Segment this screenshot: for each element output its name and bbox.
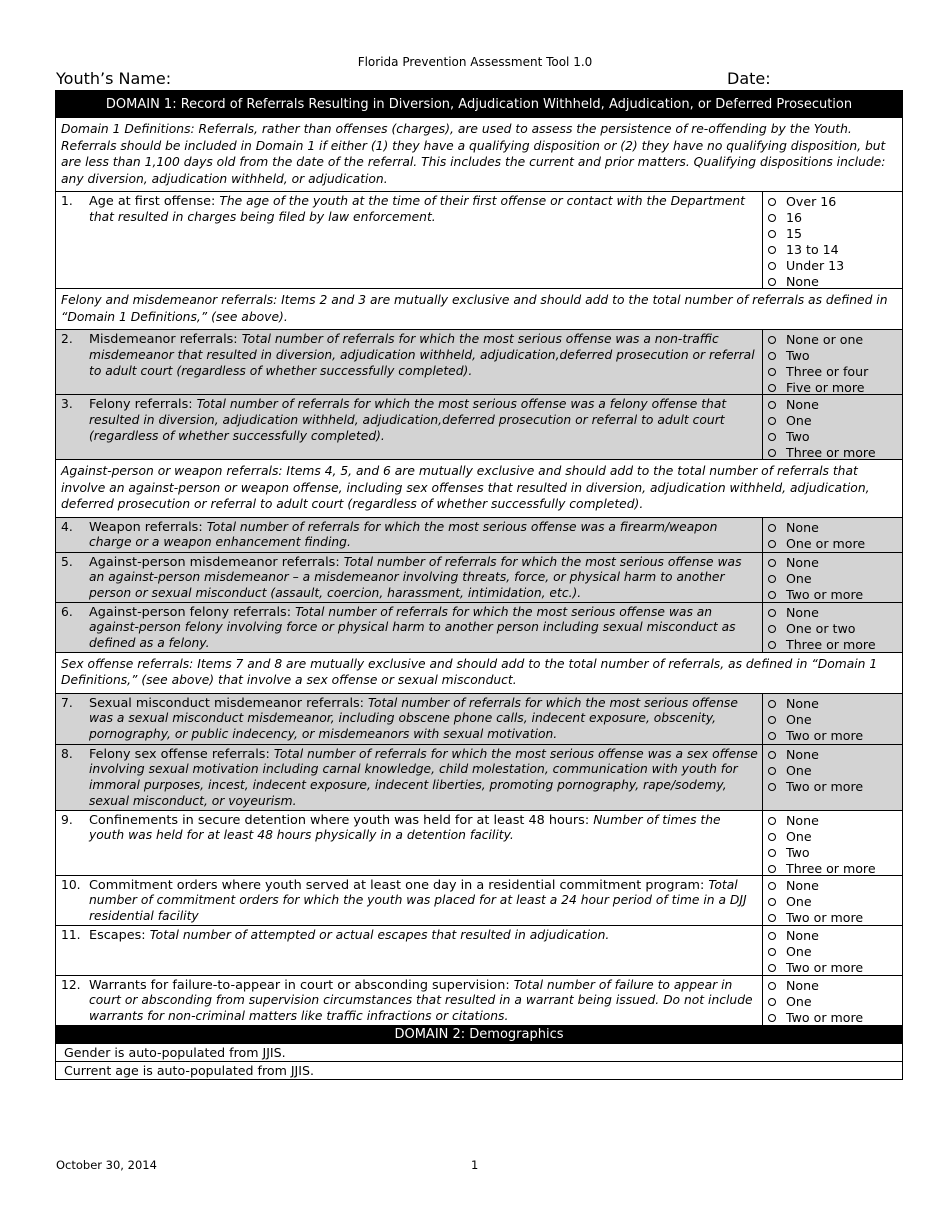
radio-option[interactable]: Under 13 [768,258,898,274]
radio-option[interactable]: None [768,397,898,413]
radio-circle-icon[interactable] [768,625,776,633]
radio-circle-icon[interactable] [768,948,776,956]
radio-circle-icon[interactable] [768,898,776,906]
radio-option[interactable]: Two [768,845,898,861]
felony-misdemeanor-note: Felony and misdemeanor referrals: Items 2 and 3 are mutually exclusive and should add to the total number of referrals as defined in “Domain 1 Definitions,” (see above). [56,289,902,330]
item-8 [56,745,902,811]
item-label: Warrants for failure-to-appear in court or absconding supervision: [89,977,514,993]
item-2 [56,330,902,395]
item-7-options [763,694,902,744]
form-title: Florida Prevention Assessment Tool 1.0 [357,55,593,69]
radio-option[interactable]: None or one [768,332,898,348]
radio-option[interactable]: None [768,747,898,763]
current-age-note: Current age is auto-populated from JJIS. [56,1061,902,1079]
item-description: Total number of referrals for which the most serious offense was an against-person felony involving force or physical harm to another person including sexual misconduct as defined as a felony. [89,604,736,651]
sex-offense-note: Sex offense referrals: Items 7 and 8 are mutually exclusive and should add to the total number of referrals, as defined in “Domain 1 Definitions,” (see above) that involve a sex offense or sexual misconduct. [56,653,902,694]
assessment-table [55,90,903,1080]
domain2-header: DOMAIN 2: Demographics [56,1025,902,1043]
radio-option[interactable]: Two or more [768,728,898,744]
item-11 [56,926,902,976]
item-description: Total number of referrals for which the most serious offense was a firearm/weapon charge or a weapon enhancement finding. [89,519,718,550]
radio-option[interactable]: One or two [768,621,898,637]
radio-option[interactable]: Two or more [768,1010,898,1026]
radio-option[interactable]: 15 [768,226,898,242]
item-number: 7. [61,695,73,710]
radio-option[interactable]: Over 16 [768,194,898,210]
radio-circle-icon[interactable] [768,716,776,724]
page-number: 1 [471,1158,479,1172]
item-description: Total number of commitment orders for which the youth was placed for at least a 24 hour period of time in a DJJ residential facility [89,877,747,924]
item-description: Total number of referrals for which the most serious offense was a sexual misconduct misdemeanor, including obscene phone calls, indecent exposure, obscenity, pornography, or public indecency, or misdemeanors with sexual motivation. [89,695,738,742]
item-8-options [763,745,902,810]
radio-option[interactable]: Two [768,429,898,445]
radio-option[interactable]: One [768,571,898,587]
radio-circle-icon[interactable] [768,751,776,759]
radio-option[interactable]: Three or more [768,445,898,461]
radio-option[interactable]: One or more [768,536,898,552]
radio-option[interactable]: Two [768,348,898,364]
radio-circle-icon[interactable] [768,230,776,238]
item-6-options [763,603,902,652]
item-1 [56,192,902,289]
item-10 [56,876,902,926]
radio-option[interactable]: One [768,413,898,429]
radio-circle-icon[interactable] [768,932,776,940]
youth-name-label: Youth’s Name: [56,69,172,88]
radio-option[interactable]: Three or more [768,861,898,877]
radio-circle-icon[interactable] [768,198,776,206]
item-label: Against-person misdemeanor referrals: [89,554,344,570]
item-2-options [763,330,902,394]
item-number: 10. [61,877,81,892]
radio-circle-icon[interactable] [768,559,776,567]
item-label: Age at first offense: [89,194,220,209]
item-12-options [763,976,902,1025]
radio-option[interactable]: None [768,274,898,290]
item-11-options [763,926,902,975]
item-label: Misdemeanor referrals: [89,332,242,347]
item-label: Commitment orders where youth served at least one day in a residential commitment program: [89,877,709,893]
item-description: Total number of referrals for which the most serious offense was a felony offense that resulted in diversion, adjudication withheld, adjudication,deferred prosecution or referral to adult court (regardless of whether successfully completed). [89,397,727,443]
radio-circle-icon[interactable] [768,817,776,825]
item-number: 1. [61,194,73,208]
item-description: Total number of referrals for which the most serious offense was a sex offense involving sexual motivation including carnal knowledge, child molestation, communication with youth for immoral purposes, incest, indecent exposure, indecent liberties, promoting pornography, rape/sodemy, sexual misconduct, or voyeurism. [89,746,758,808]
radio-option[interactable]: None [768,928,898,944]
domain1-definitions: Domain 1 Definitions: Referrals, rather than offenses (charges), are used to assess the persistence of re-offending by the Youth. Referrals should be included in Domain 1 if either (1) they have a qualifying disposition or (2) they have no qualifying disposition, but are less than 1,100 days old from the date of the referral. This includes the current and prior matters. Qualifying dispositions include: any diversion, adjudication withheld, or adjudication. [56,118,902,192]
item-10-options [763,876,902,925]
radio-option[interactable]: Three or more [768,637,898,653]
radio-option[interactable]: None [768,520,898,536]
radio-circle-icon[interactable] [768,700,776,708]
radio-circle-icon[interactable] [768,849,776,857]
item-number: 8. [61,746,73,761]
item-number: 2. [61,332,73,346]
radio-circle-icon[interactable] [768,964,776,972]
radio-option[interactable]: Two or more [768,960,898,976]
radio-circle-icon[interactable] [768,865,776,873]
radio-circle-icon[interactable] [768,998,776,1006]
item-description: Number of times the youth was held for at least 48 hours physically in a detention facility. [89,812,721,843]
radio-circle-icon[interactable] [768,982,776,990]
item-description: The age of the youth at the time of their first offense or contact with the Department that resulted in charges being filed by law enforcement. [89,194,745,224]
item-number: 4. [61,519,73,534]
item-label: Felony sex offense referrals: [89,746,274,762]
item-5-options [763,553,902,602]
item-7 [56,694,902,745]
radio-option[interactable]: Three or four [768,364,898,380]
item-label: Felony referrals: [89,397,197,412]
radio-option[interactable]: Two or more [768,910,898,926]
radio-circle-icon[interactable] [768,417,776,425]
radio-circle-icon[interactable] [768,214,776,222]
radio-circle-icon[interactable] [768,591,776,599]
radio-circle-icon[interactable] [768,783,776,791]
radio-option[interactable]: One [768,829,898,845]
item-9-options [763,811,902,875]
radio-option[interactable]: One [768,894,898,910]
radio-option[interactable]: None [768,605,898,621]
radio-circle-icon[interactable] [768,575,776,583]
radio-circle-icon[interactable] [768,352,776,360]
item-4 [56,518,902,553]
radio-option[interactable]: None [768,555,898,571]
item-number: 5. [61,554,73,569]
item-label: Confinements in secure detention where youth was held for at least 48 hours: [89,812,594,828]
item-label: Escapes: [89,927,150,943]
radio-option[interactable]: None [768,978,898,994]
radio-option[interactable]: 13 to 14 [768,242,898,258]
item-label: Against-person felony referrals: [89,604,296,620]
item-9 [56,811,902,876]
radio-circle-icon[interactable] [768,1014,776,1022]
radio-circle-icon[interactable] [768,433,776,441]
item-1-options [763,192,902,288]
radio-circle-icon[interactable] [768,246,776,254]
radio-option[interactable]: Two or more [768,779,898,795]
item-number: 3. [61,397,73,411]
item-5 [56,553,902,603]
radio-option[interactable]: Five or more [768,380,898,396]
radio-option[interactable]: None [768,696,898,712]
radio-option[interactable]: One [768,763,898,779]
radio-circle-icon[interactable] [768,449,776,457]
radio-circle-icon[interactable] [768,609,776,617]
item-description: Total number of referrals for which the most serious offense was an against-person misdemeanor – a misdemeanor involving threats, force, or physical harm to another person or sexual misconduct (assault, coercion, harassment, intimidation, etc.). [89,554,742,601]
item-6 [56,603,902,653]
radio-option[interactable]: Two or more [768,587,898,603]
radio-circle-icon[interactable] [768,732,776,740]
radio-circle-icon[interactable] [768,278,776,286]
item-3-options [763,395,902,459]
item-number: 6. [61,604,73,619]
item-3 [56,395,902,460]
radio-circle-icon[interactable] [768,540,776,548]
item-description: Total number of failure to appear in court or absconding from supervision circumstances that resulted in a warrant being issued. Do not include warrants for non-criminal matters like traffic infractions or citations. [89,977,753,1024]
radio-circle-icon[interactable] [768,833,776,841]
radio-option[interactable]: One [768,944,898,960]
footer-date: October 30, 2014 [56,1158,157,1172]
item-label: Weapon referrals: [89,519,207,535]
radio-circle-icon[interactable] [768,262,776,270]
date-label: Date: [727,69,771,88]
item-12 [56,976,902,1025]
item-number: 9. [61,812,73,827]
gender-note: Gender is auto-populated from JJIS. [56,1043,902,1061]
radio-option[interactable]: One [768,712,898,728]
item-description: Total number of referrals for which the most serious offense was a non-traffic misdemeanor that resulted in diversion, adjudication withheld, adjudication,deferred prosecution or referral to adult court (regardless of whether successfully completed). [89,332,755,378]
radio-circle-icon[interactable] [768,368,776,376]
item-label: Sexual misconduct misdemeanor referrals: [89,695,369,711]
radio-circle-icon[interactable] [768,914,776,922]
radio-circle-icon[interactable] [768,384,776,392]
radio-circle-icon[interactable] [768,882,776,890]
radio-option[interactable]: 16 [768,210,898,226]
item-number: 11. [61,927,81,942]
radio-circle-icon[interactable] [768,524,776,532]
item-4-options [763,518,902,552]
item-description: Total number of attempted or actual escapes that resulted in adjudication. [149,927,610,942]
radio-option[interactable]: One [768,994,898,1010]
radio-circle-icon[interactable] [768,767,776,775]
radio-circle-icon[interactable] [768,401,776,409]
against-person-note: Against-person or weapon referrals: Items 4, 5, and 6 are mutually exclusive and should add to the total number of referrals that involve an against-person or weapon offense, including sex offenses that resulted in diversion, adjudication withheld, adjudication, deferred prosecution or referral to adult court (regardless of whether successfully completed). [56,460,902,518]
radio-option[interactable]: None [768,813,898,829]
radio-circle-icon[interactable] [768,336,776,344]
radio-option[interactable]: None [768,878,898,894]
item-number: 12. [61,977,81,992]
domain1-header: DOMAIN 1: Record of Referrals Resulting in Diversion, Adjudication Withheld, Adjudication, or Deferred Prosecution [56,91,902,118]
radio-circle-icon[interactable] [768,641,776,649]
